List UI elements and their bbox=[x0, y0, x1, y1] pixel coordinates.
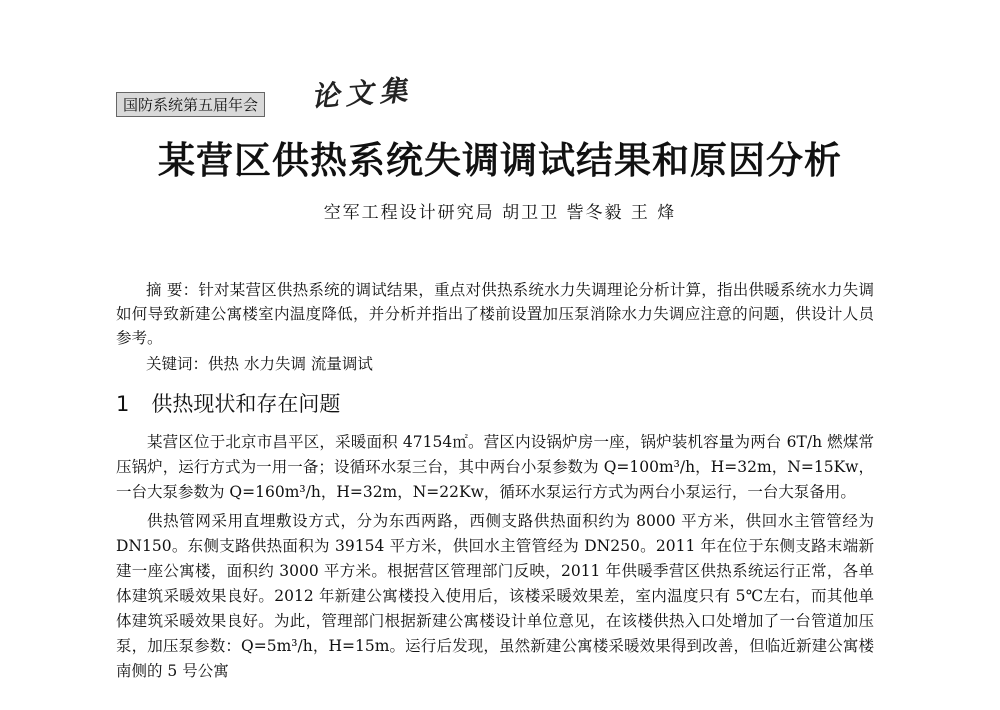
conference-banner bbox=[116, 73, 434, 116]
body-text bbox=[116, 430, 874, 688]
abstract bbox=[116, 278, 874, 350]
section-title: 供热现状和存在问题 bbox=[151, 392, 341, 416]
conference-label: 国防系统第五届年会 bbox=[116, 92, 265, 117]
paragraph: 某营区位于北京市昌平区，采暖面积 47154㎡。营区内设锅炉房一座，锅炉装机容量为两台 6T/h 燃煤常压锅炉，运行方式为一用一备；设循环水泵三台，其中两台小泵参数为 Q=100m³/h，H=32m，N=15Kw，一台大泵参数为 Q=160m³/h，H=32m，N=22Kw，循环水泵运行方式为两台小泵运行，一台大泵备用。 bbox=[116, 433, 874, 501]
keywords-text: 供热 水力失调 流量调试 bbox=[208, 355, 373, 373]
paragraph: 供热管网采用直埋敷设方式，分为东西两路，西侧支路供热面积约为 8000 平方米，供回水主管管经为 DN150。东侧支路供热面积为 39154 平方米，供回水主管管经为 DN250。2011 年在位于东侧支路末端新建一座公寓楼，面积约 3000 平方米。根据营区管理部门反映，2011 年供暖季营区供热系统运行正常，各单体建筑采暖效果良好。2012 年新建公寓楼投入使用后，该楼采暖效果差，室内温度只有 5℃左右，而其他单体建筑采暖效果良好。为此，管理部门根据新建公寓楼设计单位意见，在该楼供热入口处增加了一台管道加压泵，加压泵参数：Q=5m³/h，H=15m。运行后发现，虽然新建公寓楼采暖效果得到改善，但临近新建公寓楼南侧的 5 号公寓 bbox=[116, 512, 874, 680]
keywords-label: 关键词： bbox=[146, 355, 209, 373]
proceedings-stamp: 论文集 bbox=[310, 73, 415, 114]
keywords bbox=[146, 352, 373, 374]
abstract-label: 摘 要： bbox=[146, 281, 199, 299]
paper-title: 某营区供热系统失调调试结果和原因分析 bbox=[158, 139, 842, 182]
abstract-text: 针对某营区供热系统的调试结果，重点对供热系统水力失调理论分析计算，指出供暖系统水力失调如何导致新建公寓楼室内温度降低，并分析并指出了楼前设置加压泵消除水力失调应注意的问题，供设计人员参考。 bbox=[116, 281, 874, 347]
section-heading bbox=[116, 388, 340, 418]
section-number: 1 bbox=[116, 392, 130, 416]
author-line: 空军工程设计研究局 胡卫卫 訾冬毅 王 烽 bbox=[323, 203, 677, 223]
